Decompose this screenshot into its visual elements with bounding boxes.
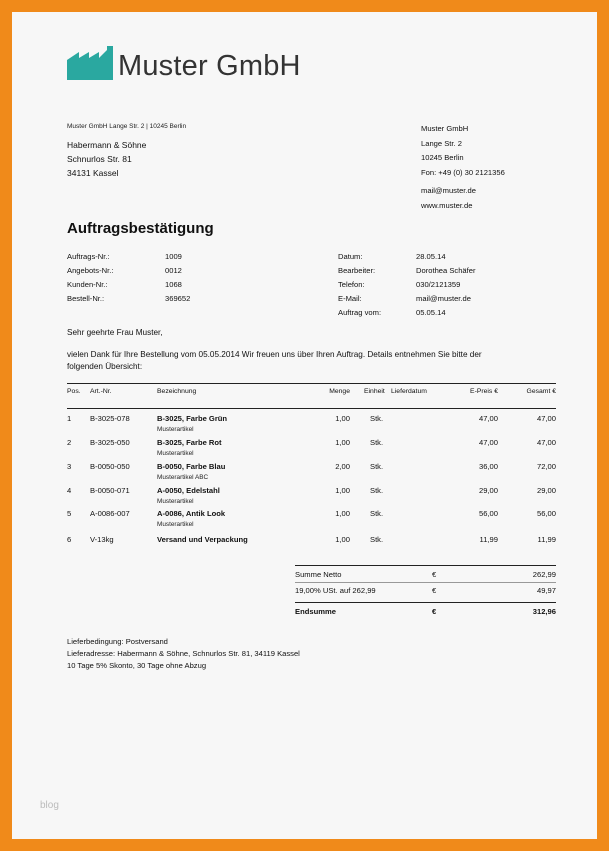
item-name: B-3025, Farbe Grün [157,414,228,423]
header-price: E-Preis € [470,388,498,395]
header-desc: Bezeichnung [157,388,197,395]
company-name: Muster GmbH [118,50,301,82]
item-name: A-0086, Antik Look [157,509,226,518]
item-art: B-0050-050 [90,462,130,471]
item-art: B-3025-050 [90,438,130,447]
info-value: 030/2121359 [416,280,461,289]
company-email: mail@muster.de [421,186,476,195]
item-unit: Stk. [370,414,384,423]
info-value: mail@muster.de [416,294,471,303]
recipient-line: Schnurlos Str. 81 [67,154,132,164]
recipient-line: Habermann & Söhne [67,140,147,150]
item-total: 47,00 [536,438,556,447]
footer-line: 10 Tage 5% Skonto, 30 Tage ohne Abzug [67,661,207,670]
grand-total-label: Endsumme [295,607,336,616]
footer-line: Lieferadresse: Habermann & Söhne, Schnurlos Str. 81, 34119 Kassel [67,649,300,658]
header-art: Art.-Nr. [90,388,112,395]
factory-logo-icon [67,46,113,80]
item-pos: 6 [67,535,72,544]
document-title: Auftragsbestätigung [67,220,214,237]
item-qty: 1,00 [335,414,350,423]
table-top-rule [67,383,556,384]
item-qty: 1,00 [335,438,350,447]
intro-text [67,349,567,372]
total-currency: € [432,570,437,579]
company-info [421,122,505,213]
item-name: B-3025, Farbe Rot [157,438,222,447]
info-value: 1009 [165,252,182,261]
info-label: Telefon: [338,280,365,289]
item-price: 47,00 [478,438,498,447]
info-label: Kunden-Nr.: [67,280,108,289]
item-sub: Musterartikel [157,426,194,433]
item-qty: 1,00 [335,509,350,518]
header-unit: Einheit [364,388,385,395]
item-price: 47,00 [478,414,498,423]
footer-line: Lieferbedingung: Postversand [67,637,168,646]
grand-total-value: 312,96 [532,607,556,616]
info-label: Auftrags-Nr.: [67,252,110,261]
item-qty: 2,00 [335,462,350,471]
info-value: 05.05.14 [416,308,446,317]
item-name: B-0050, Farbe Blau [157,462,226,471]
intro-line: folgenden Übersicht: [67,361,143,371]
item-total: 56,00 [536,509,556,518]
info-label: E-Mail: [338,294,362,303]
totals-top-rule [295,565,556,566]
sender-line: Muster GmbH Lange Str. 2 | 10245 Berlin [67,123,187,130]
watermark: blog [40,800,59,811]
info-label: Angebots-Nr.: [67,266,114,275]
item-sub: Musterartikel [157,450,194,457]
info-value: 369652 [165,294,191,303]
item-pos: 1 [67,414,72,423]
recipient-address [67,138,146,180]
item-unit: Stk. [370,486,384,495]
item-qty: 1,00 [335,535,350,544]
item-sub: Musterartikel [157,521,194,528]
info-label: Datum: [338,252,363,261]
recipient-line: 34131 Kassel [67,168,119,178]
total-label: 19,00% USt. auf 262,99 [295,586,376,595]
item-sub: Musterartikel [157,498,194,505]
document-page [12,12,597,839]
info-value: 1068 [165,280,182,289]
item-total: 11,99 [537,535,556,544]
info-label: Bestell-Nr.: [67,294,105,303]
item-price: 36,00 [478,462,498,471]
total-value: 49,97 [536,586,556,595]
total-label: Summe Netto [295,570,342,579]
header-pos: Pos. [67,388,81,395]
salutation: Sehr geehrte Frau Muster, [67,328,163,337]
item-total: 72,00 [536,462,556,471]
item-name: Versand und Verpackung [157,535,248,544]
item-pos: 2 [67,438,72,447]
total-currency: € [432,586,437,595]
item-price: 56,00 [478,509,498,518]
info-value: 0012 [165,266,182,275]
company-website: www.muster.de [421,200,473,210]
company-info-line: Muster GmbH [421,124,469,133]
item-unit: Stk. [370,462,384,471]
company-info-line: Lange Str. 2 [421,138,462,148]
item-pos: 5 [67,509,72,518]
header-total: Gesamt € [526,388,556,395]
table-header-rule [67,408,556,409]
totals-divider [295,582,556,583]
item-unit: Stk. [370,509,384,518]
totals-divider [295,602,556,603]
item-sub: Musterartikel ABC [157,474,209,481]
total-value: 262,99 [532,570,556,579]
item-qty: 1,00 [335,486,350,495]
info-label: Auftrag vom: [338,308,382,317]
item-unit: Stk. [370,535,384,544]
item-unit: Stk. [370,438,384,447]
item-total: 29,00 [536,486,556,495]
intro-line: vielen Dank für Ihre Bestellung vom 05.05.2014 Wir freuen uns über Ihren Auftrag. Details entnehmen Sie bitte der [67,350,482,359]
company-info-line: 10245 Berlin [421,153,464,162]
info-value: 28.05.14 [416,252,446,261]
item-art: V-13kg [90,535,114,544]
item-pos: 3 [67,462,72,471]
header-delivery: Lieferdatum [391,388,427,395]
info-value: Dorothea Schäfer [416,266,476,275]
item-art: B-0050-071 [90,486,130,495]
item-total: 47,00 [536,414,556,423]
item-price: 29,00 [478,486,498,495]
grand-total-currency: € [432,607,437,616]
company-info-line: Fon: +49 (0) 30 2121356 [421,167,505,177]
item-art: B-3025-078 [90,414,130,423]
item-name: A-0050, Edelstahl [157,486,220,495]
footer-notes [67,636,300,672]
header-qty: Menge [329,388,350,395]
info-label: Bearbeiter: [338,266,376,275]
item-art: A-0086-007 [90,509,130,518]
item-price: 11,99 [479,535,498,544]
item-pos: 4 [67,486,72,495]
